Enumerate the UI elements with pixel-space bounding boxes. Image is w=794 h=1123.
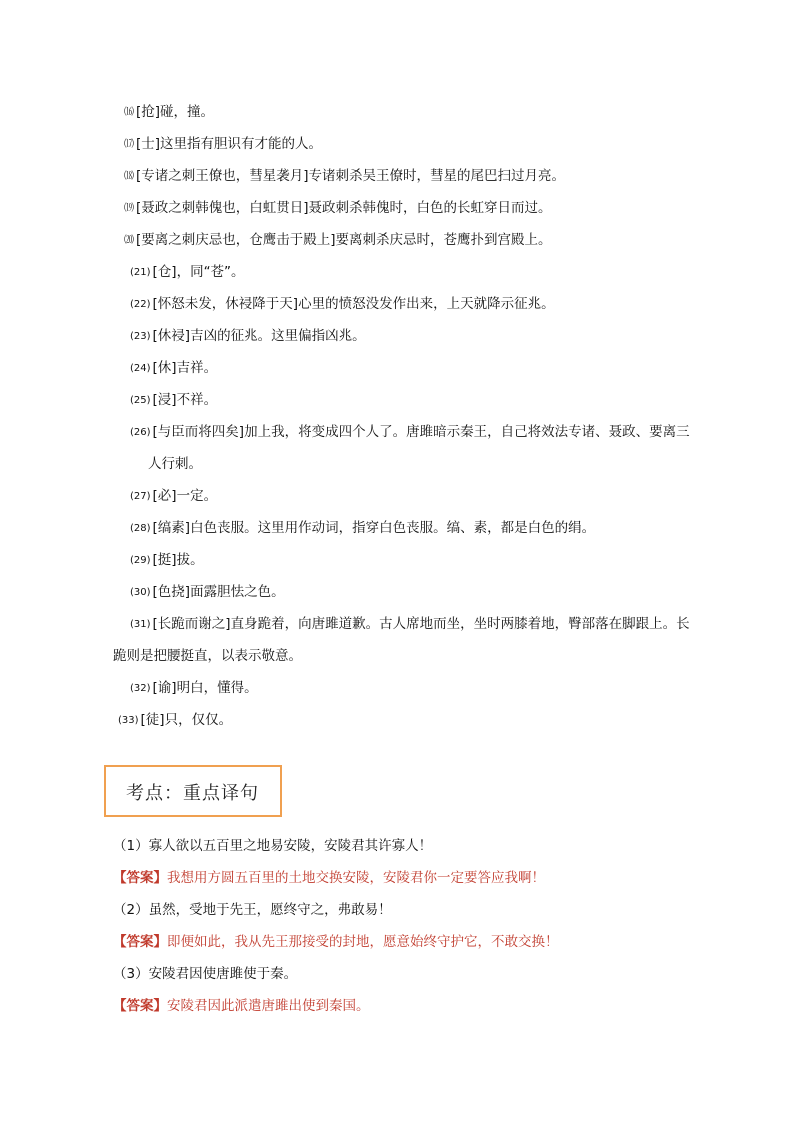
question-3: （3）安陵君因使唐雎使于秦。 xyxy=(113,966,298,982)
answer-tag: 【答案】 xyxy=(113,998,167,1014)
note-19: ⒆ [聂政之刺韩傀也，白虹贯日]聂政刺杀韩傀时，白色的长虹穿日而过。 xyxy=(124,200,552,216)
note-26-continuation: 人行刺。 xyxy=(148,456,202,472)
note-25: (25) [浸]不祥。 xyxy=(130,392,218,408)
note-26: (26) [与臣而将四矣]加上我，将变成四个人了。唐雎暗示秦王，自己将效法专诸、聂政、要离三 xyxy=(130,424,690,440)
note-20: ⒇ [要离之刺庆忌也，仓鹰击于殿上]要离刺杀庆忌时，苍鹰扑到宫殿上。 xyxy=(124,232,552,248)
answer-1: 【答案】我想用方圆五百里的土地交换安陵，安陵君你一定要答应我啊！ xyxy=(113,870,545,886)
answer-tag: 【答案】 xyxy=(113,934,167,950)
note-31: (31) [长跪而谢之]直身跪着，向唐雎道歉。古人席地而坐，坐时两膝着地，臀部落在脚跟上。长 xyxy=(130,616,690,632)
note-31-continuation: 跪则是把腰挺直，以表示敬意。 xyxy=(113,648,302,664)
answer-2: 【答案】即便如此，我从先王那接受的封地，愿意始终守护它，不敢交换！ xyxy=(113,934,559,950)
question-1: （1）寡人欲以五百里之地易安陵，安陵君其许寡人！ xyxy=(113,838,433,854)
note-17: ⒄ [士]这里指有胆识有才能的人。 xyxy=(124,136,323,152)
note-16: ⒃ [抢]碰，撞。 xyxy=(124,104,215,120)
note-32: (32) [谕]明白，懂得。 xyxy=(130,680,258,696)
note-29: (29) [挺]拔。 xyxy=(130,552,204,568)
note-27: (27) [必]一定。 xyxy=(130,488,218,504)
note-21: (21) [仓]，同“苍”。 xyxy=(130,264,245,280)
answer-3: 【答案】安陵君因此派遣唐雎出使到秦国。 xyxy=(113,998,370,1014)
note-18: ⒅ [专诸之刺王僚也，彗星袭月]专诸刺杀吴王僚时，彗星的尾巴扫过月亮。 xyxy=(124,168,566,184)
section-title: 考点：重点译句 xyxy=(126,783,259,804)
note-22: (22) [怀怒未发，休祲降于天]心里的愤怒没发作出来，上天就降示征兆。 xyxy=(130,296,555,312)
answer-tag: 【答案】 xyxy=(113,870,167,886)
note-23: (23) [休祲]吉凶的征兆。这里偏指凶兆。 xyxy=(130,328,366,344)
question-2: （2）虽然，受地于先王，愿终守之，弗敢易！ xyxy=(113,902,392,918)
note-28: (28) [缟素]白色丧服。这里用作动词，指穿白色丧服。缟、素，都是白色的绢。 xyxy=(130,520,596,536)
note-24: (24) [休]吉祥。 xyxy=(130,360,218,376)
note-33: (33) [徒]只，仅仅。 xyxy=(118,712,233,728)
note-30: (30) [色挠]面露胆怯之色。 xyxy=(130,584,285,600)
section-heading-box xyxy=(104,765,282,817)
